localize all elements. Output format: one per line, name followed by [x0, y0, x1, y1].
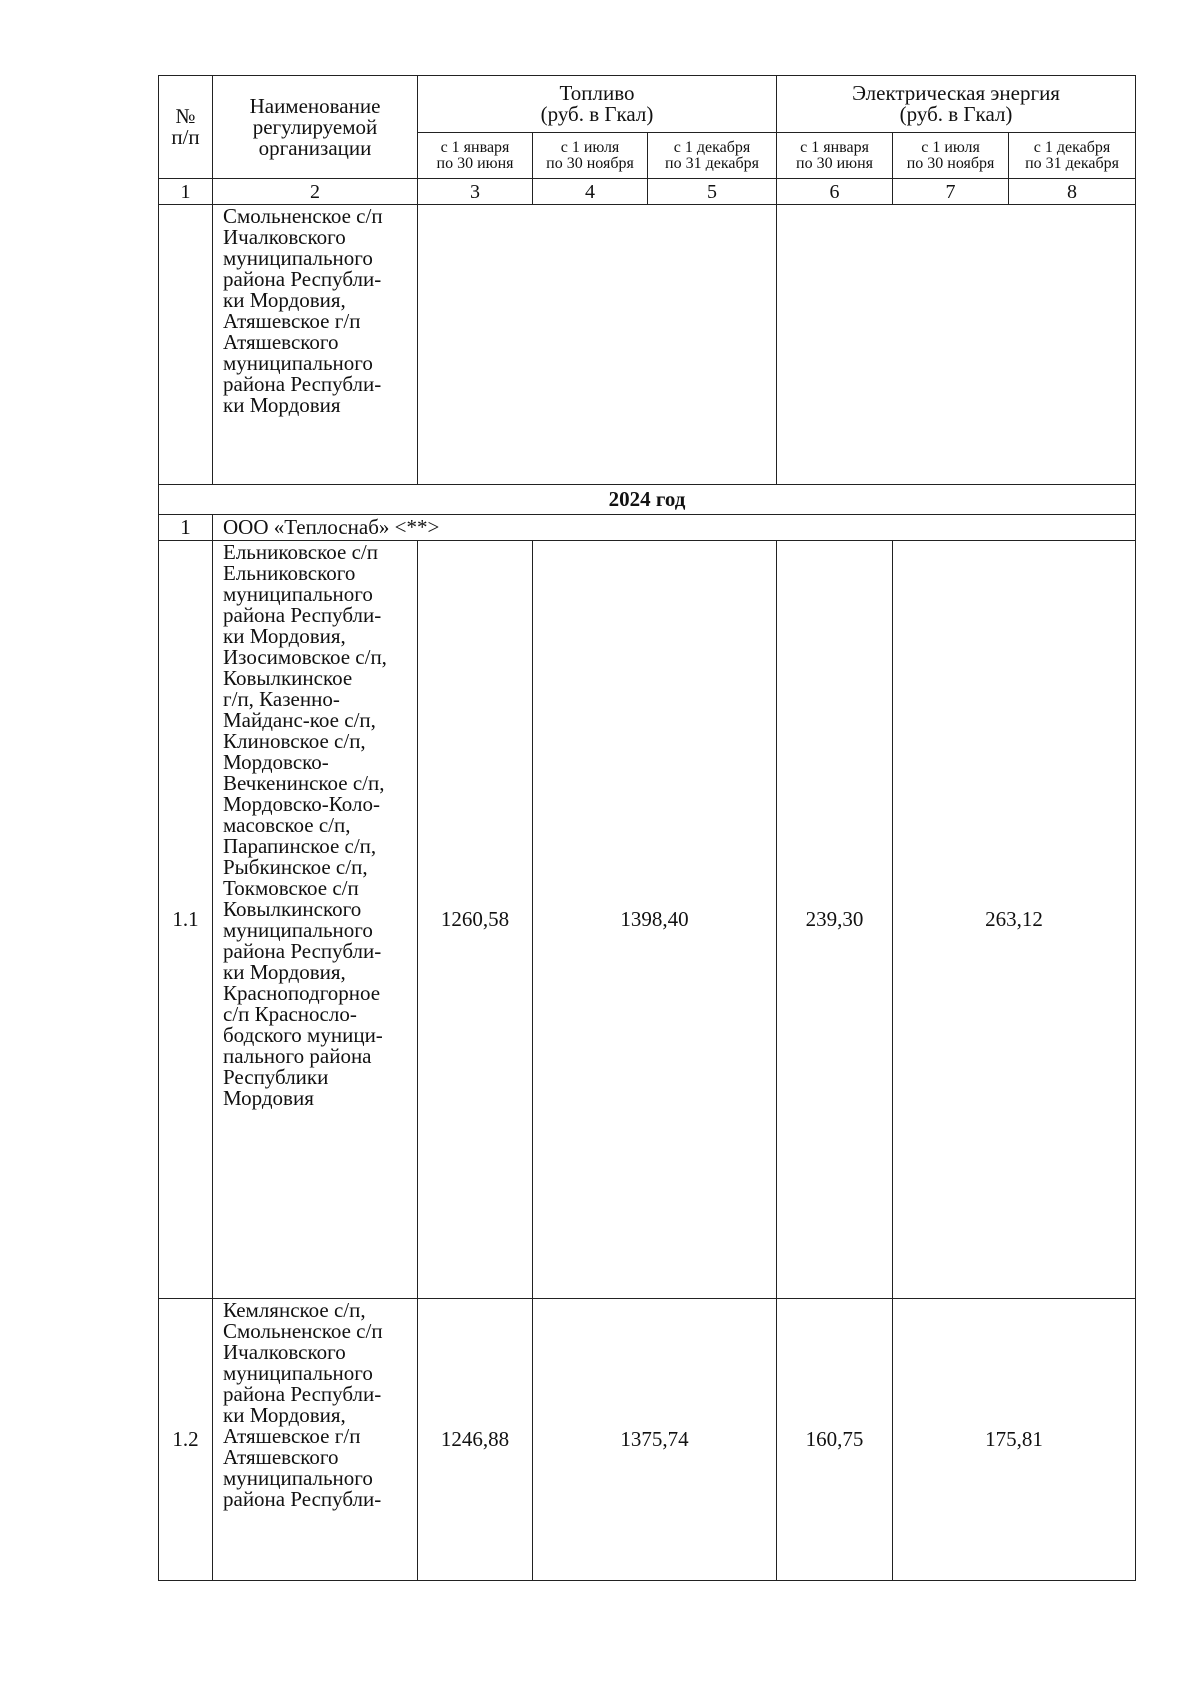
row-name: Кемлянское с/п, Смольненское с/п Ичалковского муниципального района Республи- ки Мордовия, Атяшевское г/п Атяшевского муниципального района Республи-	[213, 1299, 418, 1581]
header-electric: Электрическая энергия (руб. в Гкал)	[777, 76, 1136, 133]
period-el-3: с 1 декабря по 31 декабря	[1009, 133, 1136, 179]
el-h2-value: 175,81	[893, 1299, 1136, 1581]
el-h2-value: 263,12	[893, 541, 1136, 1299]
fuel-h2-value: 1398,40	[533, 541, 777, 1299]
org-num: 1	[159, 515, 213, 541]
table-row-continued	[159, 205, 1136, 485]
colnum-1: 1	[159, 179, 213, 205]
el-h1-value: 160,75	[777, 1299, 893, 1581]
table-row	[159, 541, 1136, 1299]
header-name: Наименование регулируемой организации	[213, 76, 418, 179]
colnum-7: 7	[893, 179, 1009, 205]
period-el-2: с 1 июля по 30 ноября	[893, 133, 1009, 179]
header-num: № п/п	[159, 76, 213, 179]
continued-fuel	[418, 205, 777, 485]
fuel-h1-value: 1260,58	[418, 541, 533, 1299]
table-row	[159, 1299, 1136, 1581]
fuel-h1-value: 1246,88	[418, 1299, 533, 1581]
row-name: Ельниковское с/п Ельниковского муниципального района Республи- ки Мордовия, Изосимовское с/п, Ковылкинское г/п, Казенно- Майданс-кое с/п, Клиновское с/п, Мордовско- Вечкенинское с/п, Мордовско-Коло- масовское с/п, Парапинское с/п, Рыбкинское с/п, Токмовское с/п Ковылкинского муниципального района Республи- ки Мордовия, Краснoподгорное с/п Краснoсло- бодского муници- пального района Республики Мордовия	[213, 541, 418, 1299]
colnum-8: 8	[1009, 179, 1136, 205]
period-fuel-2: с 1 июля по 30 ноября	[533, 133, 648, 179]
colnum-2: 2	[213, 179, 418, 205]
row-num: 1.2	[159, 1299, 213, 1581]
fuel-h2-value: 1375,74	[533, 1299, 777, 1581]
tariff-table	[158, 75, 1136, 1581]
continued-num	[159, 205, 213, 485]
row-num: 1.1	[159, 541, 213, 1299]
continued-name: Смольненское с/п Ичалковского муниципального района Республи- ки Мордовия, Атяшевское г/п Атяшевского муниципального района Республи- ки Мордовия	[213, 205, 418, 485]
el-h1-value: 239,30	[777, 541, 893, 1299]
colnum-5: 5	[648, 179, 777, 205]
table-row-org	[159, 515, 1136, 541]
colnum-6: 6	[777, 179, 893, 205]
colnum-4: 4	[533, 179, 648, 205]
colnum-3: 3	[418, 179, 533, 205]
header-fuel: Топливо (руб. в Гкал)	[418, 76, 777, 133]
year-row: 2024 год	[159, 485, 1136, 515]
period-el-1: с 1 января по 30 июня	[777, 133, 893, 179]
org-name: ООО «Теплоснаб» <**>	[213, 515, 1136, 541]
period-fuel-1: с 1 января по 30 июня	[418, 133, 533, 179]
period-fuel-3: с 1 декабря по 31 декабря	[648, 133, 777, 179]
continued-electric	[777, 205, 1136, 485]
